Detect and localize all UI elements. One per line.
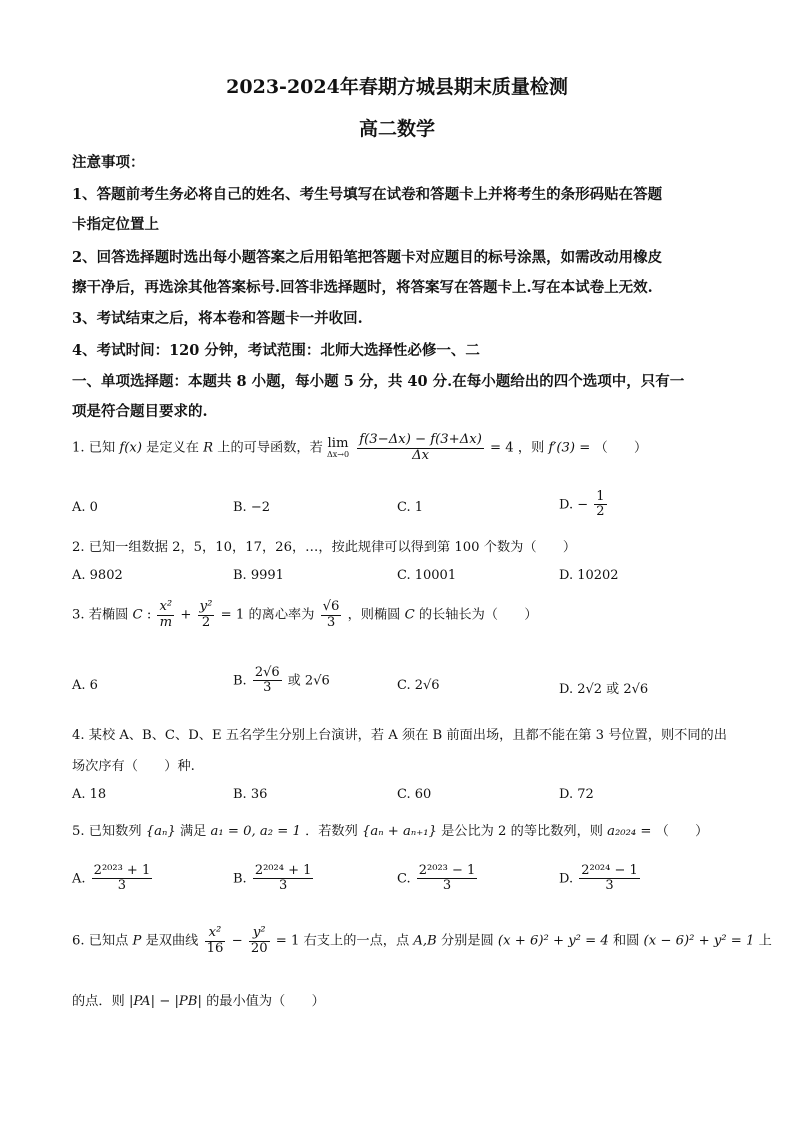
q3-option-b-label: B.: [233, 673, 247, 689]
q3-e-num: √6: [322, 599, 340, 614]
q1-limit: [327, 437, 349, 458]
q5-option-c-label: C.: [397, 871, 411, 887]
q2-option-a: A. 9802: [72, 568, 123, 583]
q1-R: R: [203, 440, 214, 456]
q6-and: 和圆: [612, 933, 640, 949]
q5-option-a-frac: [92, 864, 153, 894]
q1-option-d-num: 1: [596, 489, 605, 504]
q1-eq4: = 4: [490, 440, 514, 456]
q3-colon: :: [146, 607, 156, 623]
q3-option-b: [233, 666, 330, 696]
q5-option-a-num: 2²⁰²³ + 1: [93, 863, 151, 878]
exam-subtitle: 高二数学: [358, 118, 435, 140]
question-2-stem: 2. 已知一组数据 2，5，10，17，26，…，按此规律可以得到第 100 个数为（ ）: [72, 540, 577, 555]
q3-tail: ，则椭圆: [347, 607, 401, 623]
q1-option-d: [559, 490, 609, 520]
q5-option-b: [233, 864, 315, 894]
q6-minus: −: [231, 933, 247, 949]
q5-option-d-den: 3: [605, 878, 614, 894]
question-3-stem: [72, 600, 538, 630]
q3-frac-x: [157, 600, 174, 630]
q1-option-d-label: D. −: [559, 497, 589, 513]
q1-numerator: f(3−Δx) − f(3+Δx): [359, 432, 482, 447]
q5-option-b-label: B.: [233, 871, 247, 887]
q6-circle1: (x + 6)² + y² = 4: [497, 933, 609, 949]
q3-m: m: [159, 614, 173, 630]
q1-option-a: A. 0: [72, 500, 98, 515]
q1-derivative: f′(3) =: [548, 440, 591, 456]
q6-line2-post: 的最小值为（ ）: [206, 994, 325, 1009]
q3-option-b-frac: [253, 666, 282, 696]
q4-option-a: A. 18: [72, 787, 107, 802]
q3-e-den: 3: [326, 614, 336, 630]
q5-option-b-den: 3: [278, 878, 288, 894]
q5-mid2: ．若数列: [305, 824, 358, 839]
section-1-line-1: 一、单项选择题：本题共 8 小题，每小题 5 分，共 40 分.在每小题给出的四个选项中，只有一: [72, 373, 685, 390]
q1-option-d-den: 2: [596, 504, 605, 520]
q5-seq2: {aₙ + aₙ₊₁}: [362, 824, 437, 839]
q5-mid1: 满足: [179, 824, 207, 839]
q6-line2-pre: 的点．则: [72, 994, 125, 1009]
q5-option-a-label: A.: [72, 871, 86, 887]
q3-option-b-num: 2√6: [254, 665, 280, 680]
q5-option-d-label: D.: [559, 871, 574, 887]
q6-d16: 16: [206, 940, 224, 956]
notice-heading: 注意事项：: [72, 154, 145, 171]
q3-option-d: D. 2√2 或 2√6: [559, 682, 649, 697]
q6-frac-y: [249, 926, 270, 956]
q5-seq: {aₙ}: [145, 824, 176, 839]
q3-tail2: 的长轴长为（ ）: [418, 607, 538, 623]
q3-option-b-den: 3: [263, 680, 272, 696]
q6-prefix: 6. 已知点: [72, 933, 129, 949]
q3-option-b-tail: 或 2√6: [287, 673, 330, 689]
notice-item-4: 4、考试时间：120 分钟，考试范围：北师大选择性必修一、二: [72, 342, 480, 359]
q5-option-c-den: 3: [442, 878, 452, 894]
q3-mid: 的离心率为: [248, 607, 315, 623]
q1-mid3: ，则: [517, 440, 545, 456]
question-4-line-2: 场次序有（ ）种.: [72, 759, 195, 774]
q6-y2: y²: [249, 926, 270, 942]
q3-C: C: [132, 607, 143, 623]
q6-expr: |PA| − |PB|: [128, 994, 202, 1009]
q3-frac-y: [198, 600, 215, 630]
q3-x2: x²: [159, 599, 173, 614]
q5-prefix: 5. 已知数列: [72, 824, 142, 839]
q5-target: a₂₀₂₄ =: [607, 824, 652, 839]
q6-circle2: (x − 6)² + y² = 1: [643, 933, 755, 949]
q1-fx: f(x): [119, 440, 142, 456]
q3-eq1: = 1: [220, 607, 245, 623]
notice-item-1-line-2: 卡指定位置上: [72, 216, 159, 233]
q1-lim-sub: Δx→0: [326, 449, 350, 459]
q6-end: 上: [758, 933, 772, 949]
q3-option-c: C. 2√6: [397, 678, 440, 693]
q6-P: P: [132, 933, 142, 949]
q1-fraction: [357, 433, 484, 463]
q5-option-b-num: 2²⁰²⁴ + 1: [254, 863, 312, 878]
q2-option-c: C. 10001: [397, 568, 457, 583]
q3-C2: C: [404, 607, 415, 623]
q5-option-d-frac: [579, 864, 640, 894]
question-1-stem: [72, 433, 647, 463]
q5-option-c: [397, 864, 479, 894]
q1-option-c: C. 1: [397, 500, 424, 515]
q3-option-a: A. 6: [72, 678, 98, 693]
notice-item-2-line-2: 擦干净后，再选涂其他答案标号.回答非选择题时，将答案写在答题卡上.写在本试卷上无效.: [72, 279, 653, 296]
q1-prefix: 1. 已知: [72, 440, 116, 456]
q5-option-a: [72, 864, 154, 894]
q1-option-b: B. −2: [233, 500, 270, 515]
exam-title: 2023-2024年春期方城县期末质量检测: [226, 76, 568, 98]
q3-y2: y²: [199, 599, 213, 614]
notice-item-2-line-1: 2、回答选择题时选出每小题答案之后用铅笔把答题卡对应题目的标号涂黑，如需改动用橡皮: [72, 249, 663, 266]
q2-option-d: D. 10202: [559, 568, 619, 583]
q3-eccentricity: [321, 600, 342, 630]
q5-option-c-frac: [417, 864, 478, 894]
section-1-line-2: 项是符合题目要求的.: [72, 403, 208, 420]
q6-AB: A,B: [413, 933, 437, 949]
q5-option-c-num: 2²⁰²³ − 1: [418, 863, 476, 878]
q1-paren: （ ）: [594, 440, 648, 456]
q5-option-d-num: 2²⁰²⁴ − 1: [581, 863, 638, 878]
question-6-line-1: [72, 926, 772, 956]
notice-item-3: 3、考试结束之后，将本卷和答题卡一并收回.: [72, 310, 363, 327]
q6-eq1: = 1: [275, 933, 300, 949]
q5-paren: （ ）: [655, 824, 709, 839]
q3-two: 2: [201, 614, 211, 630]
q5-option-b-frac: [253, 864, 314, 894]
q3-plus: +: [180, 607, 196, 623]
q6-mid2: 右支上的一点，点: [303, 933, 410, 949]
q6-mid1: 是双曲线: [145, 933, 199, 949]
q6-x2: x²: [205, 926, 226, 942]
q5-option-a-den: 3: [117, 878, 127, 894]
q5-mid3: 是公比为 2 的等比数列，则: [441, 824, 603, 839]
q3-prefix: 3. 若椭圆: [72, 607, 129, 623]
q5-option-d: [559, 864, 642, 894]
question-5-stem: [72, 820, 708, 839]
question-4-line-1: 4. 某校 A、B、C、D、E 五名学生分别上台演讲，若 A 须在 B 前面出场，且都不能在第 3 号位置，则不同的出: [72, 728, 727, 743]
question-6-line-2: [72, 990, 325, 1009]
q1-mid2: 上的可导函数，若: [217, 440, 323, 456]
q6-frac-x: [205, 926, 226, 956]
q1-option-d-frac: [594, 490, 606, 520]
q1-mid1: 是定义在: [146, 440, 199, 456]
q4-option-c: C. 60: [397, 787, 432, 802]
q5-init: a₁ = 0, a₂ = 1: [210, 824, 301, 839]
q6-mid3: 分别是圆: [440, 933, 494, 949]
notice-item-1-line-1: 1、答题前考生务必将自己的姓名、考生号填写在试卷和答题卡上并将考生的条形码贴在答题: [72, 186, 663, 203]
q1-lim-word: lim: [327, 436, 349, 452]
q6-d20: 20: [250, 940, 268, 956]
q4-option-b: B. 36: [233, 787, 268, 802]
q4-option-d: D. 72: [559, 787, 594, 802]
q1-denominator: Δx: [412, 447, 430, 463]
q2-option-b: B. 9991: [233, 568, 284, 583]
